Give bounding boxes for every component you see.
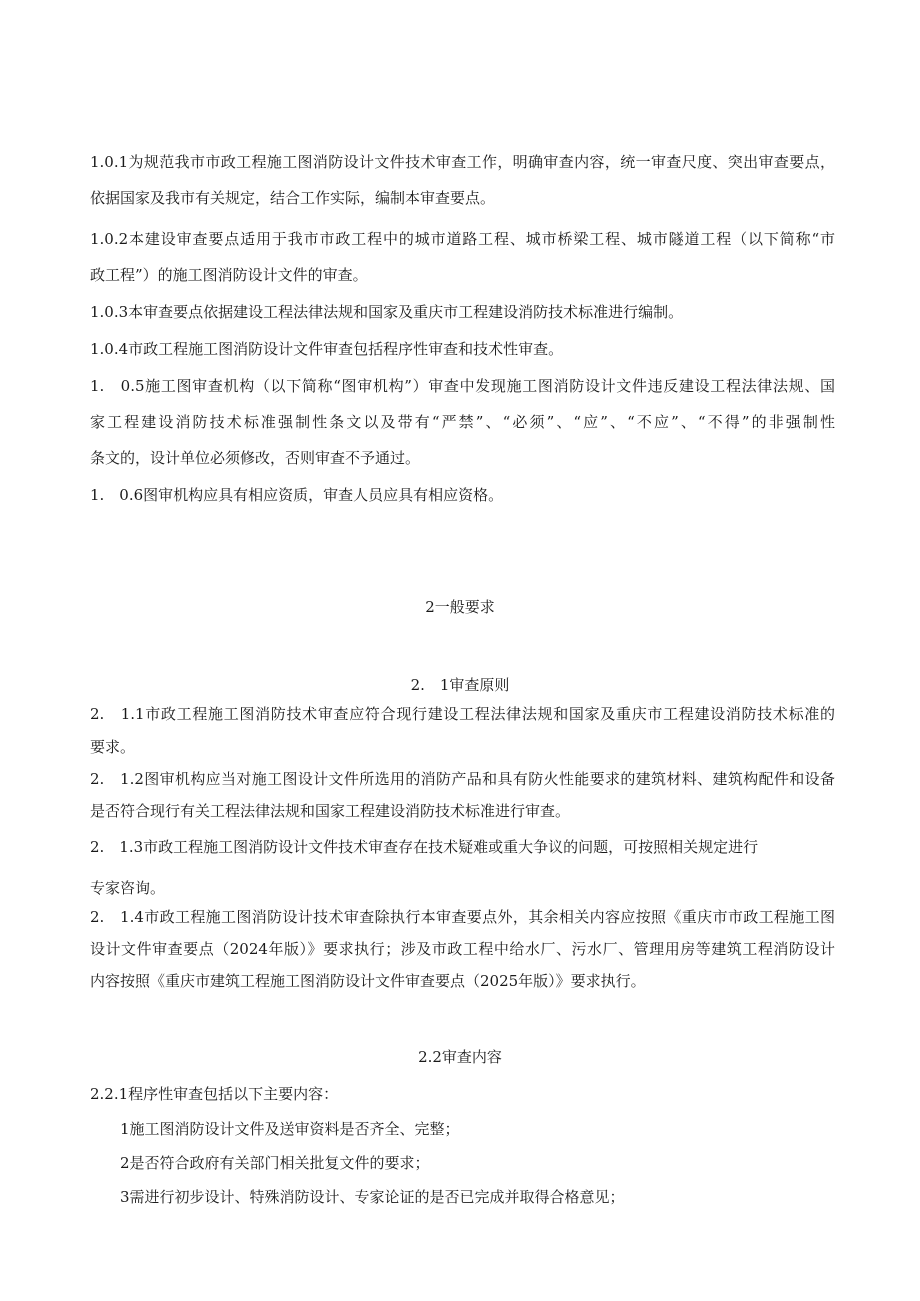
clause-2-1-4-line-1: 2. 1.4市政工程施工图消防设计技术审查除执行本审查要点外，其余相关内容应按照《重庆市市政工程施工图: [90, 908, 835, 926]
clause-2-1-4-line-3: 内容按照《重庆市建筑工程施工图消防设计文件审查要点（2025年版）》要求执行。: [90, 972, 646, 990]
clause-1-0-1-line-2: 依据国家及我市有关规定，结合工作实际，编制本审查要点。: [90, 189, 496, 207]
clause-2-2-1: 2.2.1程序性审查包括以下主要内容：: [90, 1085, 339, 1103]
section-2-heading: 2一般要求: [425, 598, 495, 616]
clause-2-1-1-line-2: 要求。: [90, 738, 136, 756]
clause-1-0-1-line-1: 1.0.1为规范我市市政工程施工图消防设计文件技术审查工作，明确审查内容，统一审查尺度、突出审查要点，: [90, 153, 835, 171]
clause-2-1-1-line-1: 2. 1.1市政工程施工图消防技术审查应符合现行建设工程法律法规和国家及重庆市工程建设消防技术标准的: [90, 705, 835, 723]
clause-2-1-4-line-2: 设计文件审查要点（2024年版）》要求执行；涉及市政工程中给水厂、污水厂、管理用房等建筑工程消防设计: [90, 940, 835, 958]
clause-2-1-2-line-1: 2. 1.2图审机构应当对施工图设计文件所选用的消防产品和具有防火性能要求的建筑材料、建筑构配件和设备: [90, 770, 835, 788]
clause-1-0-5-line-3: 条文的，设计单位必须修改，否则审查不予通过。: [90, 449, 421, 467]
clause-2-1-3-line-2: 专家咨询。: [90, 879, 166, 897]
clause-1-0-5-line-2: 家工程建设消防技术标准强制性条文以及带有“严禁”、“必须”、“应”、“不应”、“不得”的非强制性: [90, 413, 835, 431]
list-item: 3需进行初步设计、特殊消防设计、专家论证的是否已完成并取得合格意见；: [120, 1188, 625, 1206]
subsection-2-2-heading: 2.2审查内容: [418, 1048, 502, 1066]
clause-1-0-6: 1. 0.6图审机构应具有相应资质，审查人员应具有相应资格。: [90, 486, 504, 504]
clause-1-0-3: 1.0.3本审查要点依据建设工程法律法规和国家及重庆市工程建设消防技术标准进行编制。: [90, 303, 684, 321]
clause-1-0-2-line-1: 1.0.2本建设审查要点适用于我市市政工程中的城市道路工程、城市桥梁工程、城市隧道工程（以下简称“市: [90, 230, 835, 248]
list-item: 2是否符合政府有关部门相关批复文件的要求；: [120, 1154, 430, 1172]
clause-1-0-5-line-1: 1. 0.5施工图审查机构（以下简称“图审机构”）审查中发现施工图消防设计文件违反建设工程法律法规、国: [90, 377, 835, 395]
clause-1-0-2-line-2: 政工程”）的施工图消防设计文件的审查。: [90, 266, 368, 284]
clause-2-1-3-line-1: 2. 1.3市政工程施工图消防设计文件技术审查存在技术疑难或重大争议的问题，可按照相关规定进行: [90, 838, 759, 856]
subsection-2-1-heading: 2. 1审查原则: [410, 676, 510, 694]
clause-1-0-4: 1.0.4市政工程施工图消防设计文件审查包括程序性审查和技术性审查。: [90, 340, 564, 358]
list-item: 1施工图消防设计文件及送审资料是否齐全、完整；: [120, 1120, 460, 1138]
clause-2-1-2-line-2: 是否符合现行有关工程法律法规和国家工程建设消防技术标准进行审查。: [90, 802, 571, 820]
